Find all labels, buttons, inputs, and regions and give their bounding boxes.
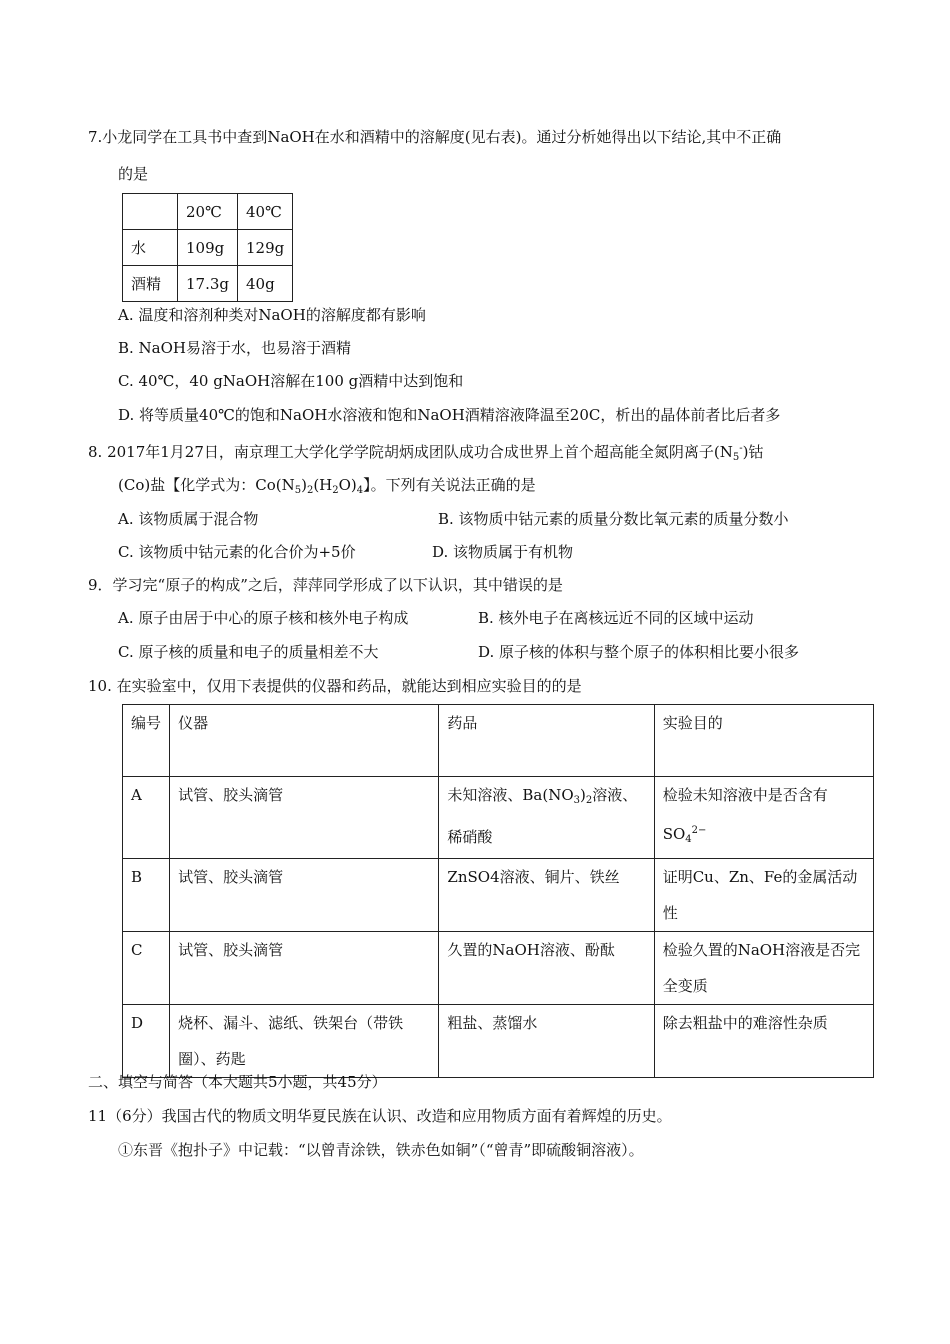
q8-text: (H (313, 476, 333, 494)
table-cell: A (123, 777, 170, 859)
q9-option-c: C. 原子核的质量和电子的质量相差不大 (118, 643, 379, 661)
table-cell (123, 194, 178, 230)
q8-text: (Co)盐【化学式为：Co(N (118, 476, 295, 494)
table-header-cell: 实验目的 (654, 705, 873, 777)
table-row (123, 194, 293, 230)
table-header-cell: 仪器 (170, 705, 439, 777)
section2-heading: 二、填空与简答（本大题共5小题，共45分） (88, 1073, 387, 1091)
table-cell: 检验久置的NaOH溶液是否完全变质 (654, 932, 873, 1005)
q9-option-a: A. 原子由居于中心的原子核和核外电子构成 (118, 609, 409, 627)
table-cell: C (123, 932, 170, 1005)
table-cell: 水 (123, 230, 178, 266)
table-cell: 除去粗盐中的难溶性杂质 (654, 1005, 873, 1078)
q8-text: ) (301, 476, 307, 494)
cell-text: 溶液、稀硝酸 (447, 786, 638, 846)
table-cell (439, 777, 654, 859)
q7-stem-line1: 7.小龙同学在工具书中查到NaOH在水和酒精中的溶解度(见右表)。通过分析她得出以下结论,其中不正确 (88, 128, 782, 146)
q9-option-d: D. 原子核的体积与整个原子的体积相比要小很多 (478, 643, 800, 661)
solubility-table (122, 193, 293, 302)
cell-text: 未知溶液、Ba(NO (447, 786, 574, 804)
q8-option-b: B. 该物质中钴元素的质量分数比氧元素的质量分数小 (438, 510, 789, 528)
q7-option-a: A. 温度和溶剂种类对NaOH的溶解度都有影响 (118, 306, 426, 324)
q8-option-d: D. 该物质属于有机物 (432, 543, 574, 561)
table-cell: 久置的NaOH溶液、酚酞 (439, 932, 654, 1005)
table-cell: 109g (178, 230, 238, 266)
table-row (123, 266, 293, 302)
table-cell: 17.3g (178, 266, 238, 302)
table-cell: 试管、胶头滴管 (170, 777, 439, 859)
table-cell: 烧杯、漏斗、滤纸、铁架台（带铁圈）、药匙 (170, 1005, 439, 1078)
subscript: 2 (306, 485, 314, 496)
q7-stem-line2: 的是 (118, 165, 149, 183)
table-header-cell: 20℃ (178, 194, 238, 230)
subscript: 5 (732, 452, 740, 463)
q7-option-b: B. NaOH易溶于水，也易溶于酒精 (118, 339, 352, 357)
q8-option-a: A. 该物质属于混合物 (118, 510, 259, 528)
subscript: 4 (356, 485, 364, 496)
experiment-table (122, 704, 874, 1078)
subscript: 4 (685, 834, 692, 845)
q7-option-c: C. 40℃，40 gNaOH溶解在100 g酒精中达到饱和 (118, 372, 464, 390)
q11-part1: ①东晋《抱扑子》中记载：“以曾青涂铁，铁赤色如铜”（“曾青”即硫酸铜溶液）。 (118, 1141, 644, 1159)
table-cell: 酒精 (123, 266, 178, 302)
q8-text: )钴 (742, 443, 764, 461)
q8-text: 8. 2017年1月27日，南京理工大学化学学院胡炳成团队成功合成世界上首个超高能全氮阴离子(N (88, 443, 733, 461)
q8-stem-line2 (118, 475, 536, 501)
q8-stem-line1 (88, 439, 764, 468)
table-cell: 试管、胶头滴管 (170, 932, 439, 1005)
superscript: - (739, 443, 743, 454)
table-cell: 40g (238, 266, 293, 302)
table-cell: 129g (238, 230, 293, 266)
q8-option-c: C. 该物质中钴元素的化合价为+5价 (118, 543, 356, 561)
cell-text: ) (580, 786, 586, 804)
q9-stem: 9．学习完“原子的构成”之后，萍萍同学形成了以下认识，其中错误的是 (88, 576, 563, 594)
subscript: 2 (332, 485, 339, 496)
superscript: 2− (691, 825, 707, 836)
table-cell: ZnSO4溶液、铜片、铁丝 (439, 859, 654, 932)
q7-option-d: D. 将等质量40℃的饱和NaOH水溶液和饱和NaOH酒精溶液降温至20C，析出的晶体前者比后者多 (118, 406, 781, 424)
q9-option-b: B. 核外电子在离核远近不同的区域中运动 (478, 609, 754, 627)
table-cell: 试管、胶头滴管 (170, 859, 439, 932)
table-header-cell: 40℃ (238, 194, 293, 230)
table-row (123, 777, 874, 859)
table-cell: D (123, 1005, 170, 1078)
q10-stem: 10. 在实验室中，仅用下表提供的仪器和药品，就能达到相应实验目的的是 (88, 677, 582, 695)
q8-text: 】。下列有关说法正确的是 (363, 476, 536, 494)
table-cell: 粗盐、蒸馏水 (439, 1005, 654, 1078)
table-row (123, 1005, 874, 1078)
subscript: 2 (585, 795, 593, 806)
table-cell (654, 777, 873, 859)
table-row (123, 705, 874, 777)
table-cell: 证明Cu、Zn、Fe的金属活动性 (654, 859, 873, 932)
subscript: 3 (573, 795, 581, 806)
table-header-cell: 编号 (123, 705, 170, 777)
table-row (123, 230, 293, 266)
table-row (123, 859, 874, 932)
table-row (123, 932, 874, 1005)
q11-stem: 11（6分）我国古代的物质文明华夏民族在认识、改造和应用物质方面有着辉煌的历史。 (88, 1107, 672, 1125)
table-cell: B (123, 859, 170, 932)
q8-text: O) (338, 476, 357, 494)
cell-text: 检验未知溶液中是否含有SO (662, 786, 828, 843)
subscript: 5 (294, 485, 302, 496)
table-header-cell: 药品 (439, 705, 654, 777)
